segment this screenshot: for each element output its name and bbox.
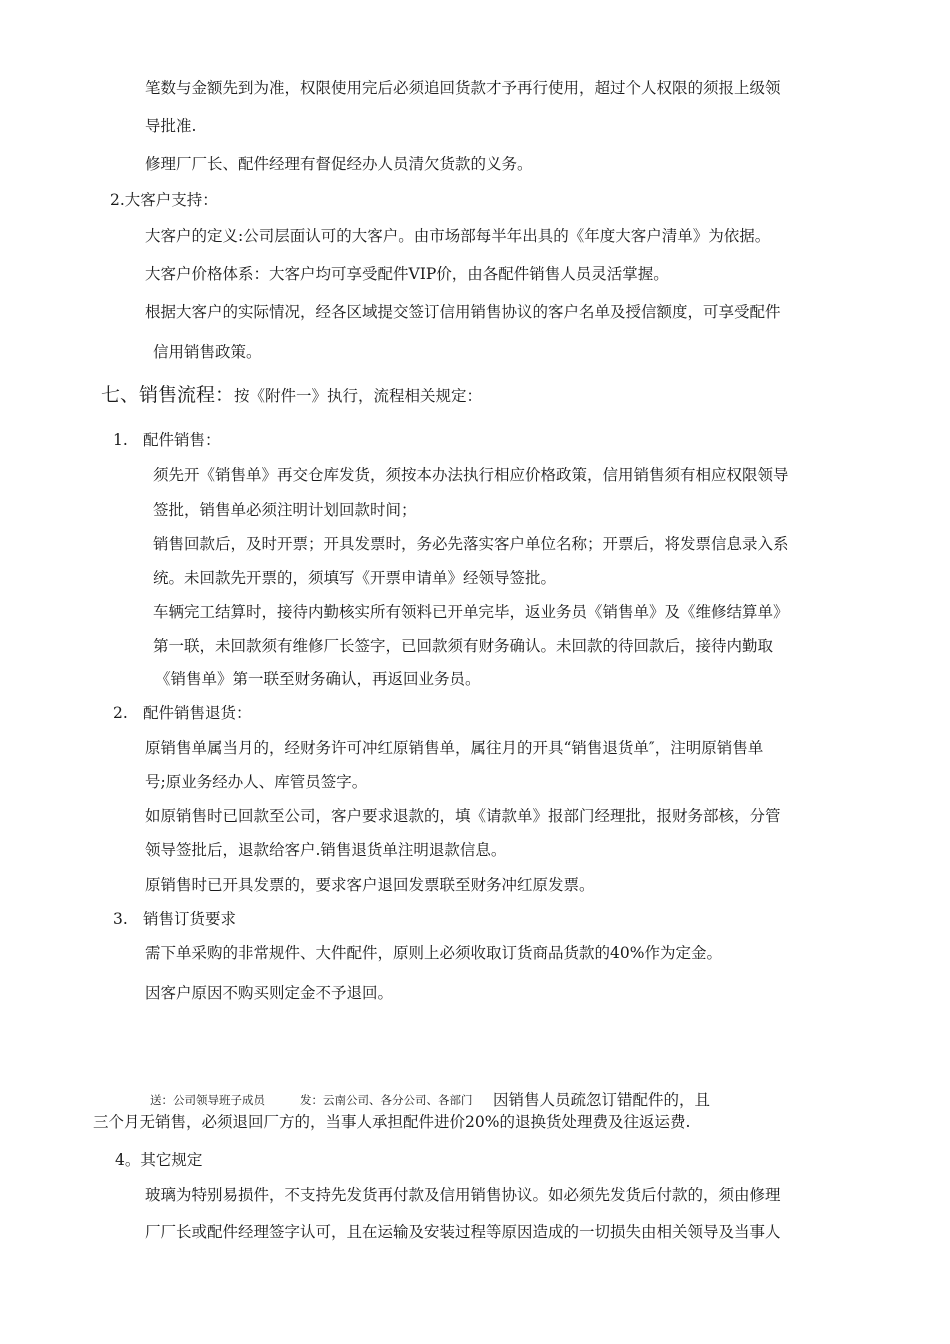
paragraph-line: 如原销售时已回款至公司，客户要求退款的，填《请款单》报部门经理批，报财务部核，分管 (145, 807, 781, 825)
paragraph-line: 统。未回款先开票的，须填写《开票申请单》经领导签批。 (153, 569, 557, 587)
paragraph-line: 第一联，未回款须有维修厂长签字，已回款须有财务确认。未回款的待回款后，接待内勤取 (153, 637, 774, 655)
paragraph-line: 《销售单》第一联至财务确认，再返回业务员。 (155, 670, 481, 688)
section-2-title: 2.大客户支持： (110, 191, 218, 209)
paragraph-line: 原销售单属当月的，经财务许可冲红原销售单，属往月的开具“销售退货单″，注明原销售单 (145, 739, 764, 757)
paragraph-line: 因客户原因不购买则定金不予退回。 (145, 984, 394, 1002)
paragraph-line: 笔数与金额先到为准，权限使用完后必须追回货款才予再行使用，超过个人权限的须报上级领 (145, 79, 781, 97)
paragraph-line: 号;原业务经办人、库管员签字。 (145, 773, 368, 791)
paragraph-line: 车辆完工结算时，接待内勤核实所有领料已开单完毕，返业务员《销售单》及《维修结算单》 (153, 603, 789, 621)
footer-issue: 发：云南公司、各分公司、各部门 (300, 1093, 473, 1107)
section-7-subtitle: 按《附件一》执行，流程相关规定： (234, 387, 483, 405)
paragraph-line: 修理厂厂长、配件经理有督促经办人员清欠货款的义务。 (145, 155, 533, 173)
paragraph-line: 大客户价格体系：大客户均可享受配件VIP价，由各配件销售人员灵活掌握。 (145, 265, 669, 283)
paragraph-line: 签批，销售单必须注明计划回款时间； (153, 501, 417, 519)
paragraph-line: 玻璃为特别易损件，不支持先发货再付款及信用销售协议。如必须先发货后付款的，须由修理 (145, 1186, 781, 1204)
item-1-title: 配件销售： (143, 431, 221, 449)
item-3-number: 3. (113, 910, 128, 928)
section-7-title: 七、销售流程： (101, 384, 235, 406)
paragraph-line: 领导签批后，退款给客户.销售退货单注明退款信息。 (145, 841, 507, 859)
item-2-title: 配件销售退货： (143, 704, 252, 722)
paragraph-line: 原销售时已开具发票的，要求客户退回发票联至财务冲红原发票。 (145, 876, 595, 894)
paragraph-line: 需下单采购的非常规件、大件配件，原则上必须收取订货商品货款的40%作为定金。 (145, 944, 722, 962)
section-4-title: 4。其它规定 (115, 1151, 203, 1169)
paragraph-line: 因销售人员疏忽订错配件的，且 (493, 1091, 711, 1109)
paragraph-line: 大客户的定义:公司层面认可的大客户。由市场部每半年出具的《年度大客户清单》为依据。 (145, 227, 771, 245)
item-2-number: 2. (113, 704, 128, 722)
paragraph-line: 须先开《销售单》再交仓库发货，须按本办法执行相应价格政策，信用销售须有相应权限领导 (153, 466, 789, 484)
item-1-number: 1. (113, 431, 128, 449)
footer-send: 送：公司领导班子成员 (150, 1093, 265, 1107)
section-7-heading (101, 383, 482, 408)
paragraph-line: 信用销售政策。 (153, 343, 262, 361)
item-3-title: 销售订货要求 (143, 910, 237, 928)
paragraph-line: 三个月无销售，必须退回厂方的，当事人承担配件进价20%的退换货处理费及往返运费. (93, 1113, 691, 1131)
paragraph-line: 根据大客户的实际情况，经各区域提交签订信用销售协议的客户名单及授信额度，可享受配件 (145, 303, 781, 321)
paragraph-line: 导批准. (145, 117, 197, 135)
paragraph-line: 销售回款后，及时开票；开具发票时，务必先落实客户单位名称；开票后，将发票信息录入系 (153, 535, 789, 553)
paragraph-line: 厂厂长或配件经理签字认可，且在运输及安装过程等原因造成的一切损失由相关领导及当事人 (145, 1223, 781, 1241)
